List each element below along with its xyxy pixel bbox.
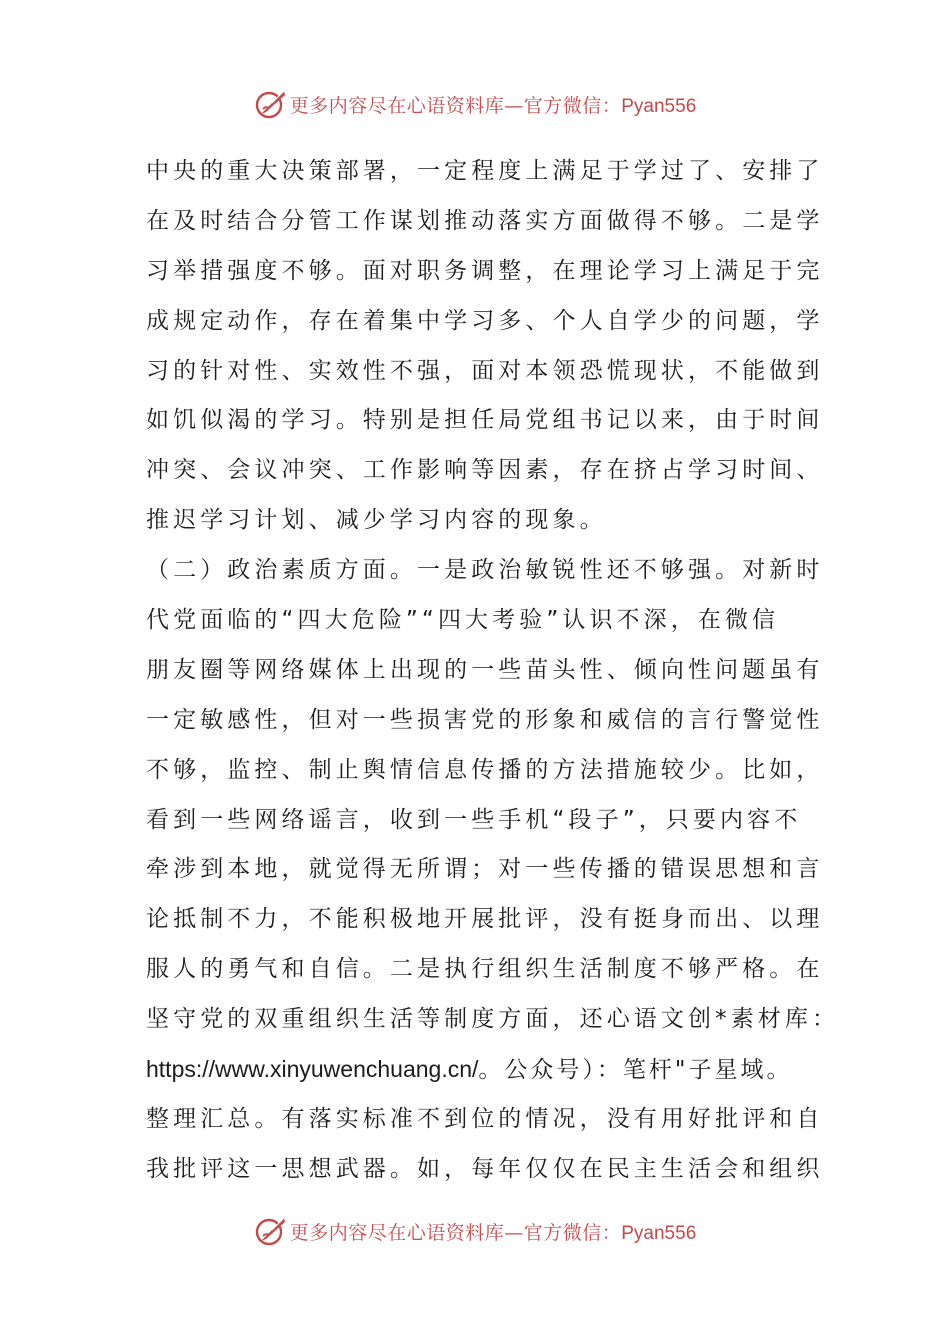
text-line: 论抵制不力，不能积极地开展批评，没有挺身而出、以理 — [146, 906, 824, 933]
wechat-id: Pyan556 — [621, 1222, 697, 1244]
quill-pen-logo-icon — [254, 1214, 288, 1248]
text-line: 服人的勇气和自信。二是执行组织生活制度不够严格。在 — [146, 956, 824, 983]
footer-watermark — [0, 1211, 950, 1251]
text-line: 习举措强度不够。面对职务调整，在理论学习上满足于完 — [146, 257, 824, 284]
text-line: 成规定动作，存在着集中学习多、个人自学少的问题，学 — [146, 307, 824, 334]
text-line: 我批评这一思想武器。如，每年仅仅在民主生活会和组织 — [146, 1155, 824, 1182]
text-line: 不够，监控、制止舆情信息传播的方法措施较少。比如， — [146, 756, 824, 783]
text-line: 如饥似渴的学习。特别是担任局党组书记以来，由于时间 — [146, 407, 824, 434]
text-line: 代党面临的“四大危险”“四大考验”认识不深，在微信 — [146, 607, 780, 634]
text-line: 冲突、会议冲突、工作影响等因素，存在挤占学习时间、 — [146, 457, 824, 484]
url-line-tail: 。公众号）：笔杆"子星域。 — [478, 1057, 793, 1084]
text-line: 看到一些网络谣言，收到一些手机“段子”，只要内容不 — [146, 806, 802, 833]
website-url: https://www.xinyuwenchuang.cn/ — [146, 1056, 479, 1083]
document-body — [146, 147, 840, 1195]
text-line: 朋友圈等网络媒体上出现的一些苗头性、倾向性问题虽有 — [146, 656, 824, 683]
text-line: 一定敏感性，但对一些损害党的形象和威信的言行警觉性 — [146, 706, 824, 733]
text-line: 习的针对性、实效性不强，面对本领恐慌现状，不能做到 — [146, 357, 824, 384]
section-heading-line: （二）政治素质方面。一是政治敏锐性还不够强。对新时 — [146, 557, 824, 584]
text-line: 在及时结合分管工作谋划推动落实方面做得不够。二是学 — [146, 207, 824, 234]
text-line: 整理汇总。有落实标准不到位的情况，没有用好批评和自 — [146, 1105, 824, 1132]
url-text-line — [146, 1045, 826, 1095]
watermark-text: 更多内容尽在心语资料库—官方微信：Pyan556 — [289, 1221, 697, 1244]
wechat-id: Pyan556 — [621, 95, 697, 117]
text-line: 牵涉到本地，就觉得无所谓；对一些传播的错误思想和言 — [146, 856, 824, 883]
text-line: 坚守党的双重组织生活等制度方面，还心语文创*素材库： — [146, 1006, 840, 1033]
text-line: 推迟学习计划、减少学习内容的现象。 — [146, 507, 607, 534]
quill-pen-logo-icon — [254, 87, 288, 121]
text-line: 中央的重大决策部署，一定程度上满足于学过了、安排了 — [146, 158, 824, 184]
watermark-text: 更多内容尽在心语资料库—官方微信：Pyan556 — [289, 94, 697, 117]
header-watermark — [0, 84, 950, 124]
